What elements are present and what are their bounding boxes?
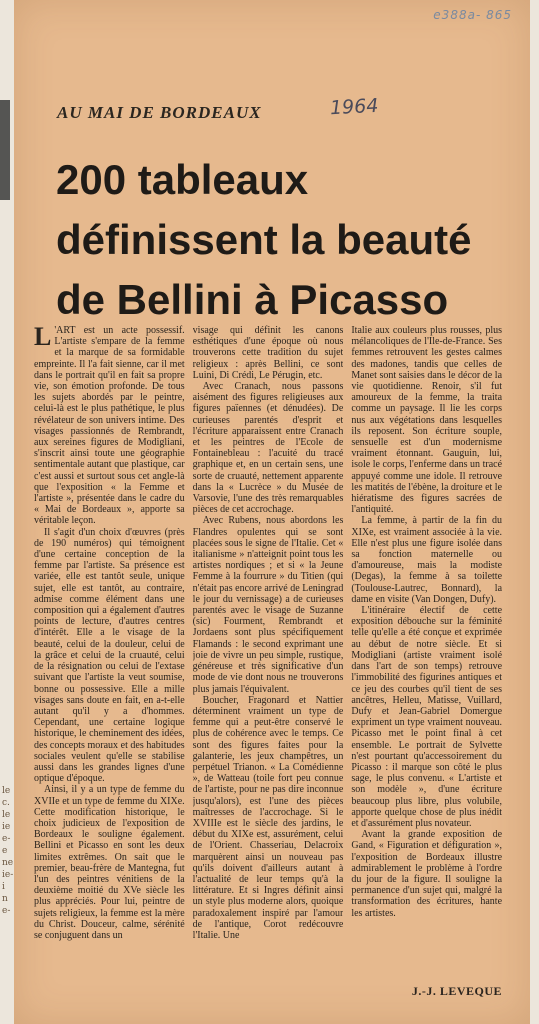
paragraph: Avec Rubens, nous abordons les Flandres opulentes qui se sont placées sous le signe de l'Italie. Cet « italianisme » n'atteignit point tous les artistes nordiques ; et si « la Jeune Femme à la fourrure » du Titien (qui n'était pas encore arrivé de Leningrad le jour du vernissage) a de curieuses parentés avec le visage de Suzanne (sic) Fourment, Rembrandt et Jordaens sont plus spécifiquement Flamands : le second exprimant une joie de vivre un peu simple, rustique, généreuse et très significative d'un mode de vie dont nous ne trouverons plus jamais l'équivalent. [192, 515, 344, 695]
headline-line-1: 200 tableaux [56, 156, 309, 203]
column-3-body [351, 325, 502, 982]
author-signature: J.-J. LEVEQUE [411, 983, 503, 997]
article-column-2 [193, 325, 344, 997]
article-column-1 [34, 325, 185, 997]
page-edge-mark [0, 100, 10, 200]
headline-line-2: définissent la beauté [56, 216, 472, 263]
article-kicker: AU MAI DE BORDEAUX [57, 103, 262, 122]
article-body [34, 325, 502, 1010]
paragraph: Italie aux couleurs plus rousses, plus mélancoliques de l'Ile-de-France. Ses femmes retrouvent les gestes calmes des madones, tandis que celles de Manet sont saisies dans le décor de la vie quotidienne. Renoir, s'il fut amoureux de la femme, la traita comme un paysage. Il lie les corps nus aux végétations dans lesquelles ils reposent. Son écriture souple, sensuelle est d'un modernisme vraiment étonnant. Gauguin, lui, isole le corps, l'enferme dans un tracé appuyé comme une idole. Il retrouve les matités de l'ébène, la droiture et le hiératisme des figures sacrées de l'antiquité. [351, 325, 503, 516]
paragraph: visage qui définit les canons esthétiques d'une époque où nous trouverons cette tradition du sujet religieux : après Bellini, ce sont Luini, Di Crédi, Le Pérugin, etc. [192, 325, 344, 381]
paragraph-text: 'ART est un acte possessif. L'artiste s'empare de la femme et la marque de sa formidable empreinte. Il l'a fait sienne, car il met dans le portrait qu'il en fait sa propre vie, son émotion profonde. De tous les sujets abordés par le peintre, celui-là est le plus pathétique, le plus révélateur de son univers intime. Des visages passionnés de Rembrandt, aux sereines figures de Modigliani, s'inscrit ainsi toute une géographie sentimentale autant que plastique, car c'est aussi et surtout sous cet angle-là que l'exposition « la Femme et l'artiste », présentée dans le cadre du « Mai de Bordeaux », apporte sa véritable leçon. [34, 325, 185, 527]
paragraph: L'itinéraire électif de cette exposition débouche sur la féminité telle qu'elle a été conçue et exprimée au début de notre siècle. Et si Modigliani (artiste vraiment isolé dans l'art de son temps) retrouve l'immobilité des figurines antiques et ce jeu des courbes qu'il tient de ses ancêtres, Helleu, Matisse, Vuillard, Dufy et Jean-Gabriel Domergue expriment un type vraiment nouveau. Picasso met le point final à cet ensemble. Le portrait de Sylvette n'est pourtant qu'accessoirement du Picasso : il marque son côté le plus sage, le plus convenu. « L'artiste et son modèle », d'une écriture beaucoup plus libre, plus volubile, apporte quelque chose de plus inédit et d'assurément plus novateur. [351, 605, 503, 829]
paragraph: Avec Cranach, nous passons aisément des figures religieuses aux figures païennes (et dénudées). De curieuses parentés d'esprit et l'écriture apparaissent entre Cranach et les peintres de l'Ecole de Fontainebleau : l'acuité du tracé graphique et, en un certain sens, une sorte de cruauté, nettement apparente dans la « Lucrèce » du Musée de Varsovie, l'une des très remarquables pièces de cet accrochage. [192, 381, 344, 516]
margin-fragment: le c. le ie e- e ne ie- i n e- [2, 786, 14, 916]
article-headline [56, 150, 526, 330]
paragraph: Avant la grande exposition de Gand, « Figuration et défiguration », l'exposition de Bordeaux illustre admirablement le problème à l'ordre du jour de la figure. Il souligne la permanence d'un sujet qui, malgré la transformation des écritures, hante les artistes. [351, 829, 503, 919]
handwritten-year: 1964 [329, 94, 379, 120]
paragraph: La femme, à partir de la fin du XIXe, est vraiment associée à la vie. Elle n'est plus une figure isolée dans sa fonction maternelle ou d'amoureuse, mais la modiste (Degas), la femme à sa toilette (Toulouse-Lautrec, Bonnard), la dame en visite (Van Dongen, Dufy). [351, 515, 503, 605]
paragraph: Il s'agit d'un choix d'œuvres (près de 190 numéros) qui témoignent d'une certaine conception de la femme par l'artiste. Sa présence est variée, elle est tantôt seule, unique sujet, elle est tantôt, au contraire, admise comme élément dans une composition qui a également d'autres points de lecture, d'autres centres d'intérêt. Elle a le visage de la beauté, celui de la douleur, celui de la grâce et celui de la cruauté, celui de la résignation ou celui de l'extase suivant que l'artiste la veut soumise, bonne ou possessive. Elle a mille visages sans doute en fait, en a-t-elle autant qu'il y a d'hommes. Cependant, une certaine logique historique, le cheminement des idées, des concepts moraux et des habitudes sociales veulent qu'elle se stabilise aussi dans les grandes lignes d'une optique d'époque. [34, 526, 185, 785]
paragraph: Boucher, Fragonard et Nattier déterminent vraiment un type de femme qui a peut-être conservé le plus de cohérence avec le temps. Ce sont des figures faites pour la galanterie, les jeux champêtres, un perpétuel Trianon. « La Comédienne », de Watteau (toile fort peu connue de l'artiste, pour ne pas dire inconnue jusqu'alors), est l'une des pièces maîtresses de l'accrochage. Si le XVIIIe est le siècle des jardins, le début du XIXe est, assurément, celui de l'Orient. Chasseriau, Delacroix marquèrent ainsi un nouveau pas qu'ils doivent d'ailleurs autant à l'actualité de leur temps qu'à la littérature. Et si Ingres définit ainsi un style plus moderne alors, quoique paradoxalement inspiré par l'amour de l'antique, Corot redécouvre l'Italie. Une [192, 694, 344, 941]
drop-cap: L [34, 325, 52, 351]
archive-reference-note: e388a- 865 [433, 8, 512, 22]
newspaper-clipping [14, 0, 530, 1024]
article-column-3 [351, 325, 502, 997]
paragraph [34, 325, 185, 527]
headline-line-3: de Bellini à Picasso [56, 276, 449, 323]
paragraph: Ainsi, il y a un type de femme du XVIIe et un type de femme du XIXe. Cette modification historique, le choix judicieux de l'exposition de Bordeaux le souligne également. Bellini et Picasso en sont les deux limites extrêmes. On sait que le premier, beau-frère de Mantegna, fut l'un des peintres vénitiens de la deuxième moitié du XVe siècle les plus appréciés. Pour lui, peintre de sujets religieux, la femme est la mère du Christ. Douceur, calme, sérénité se conjuguent dans un [34, 784, 185, 941]
